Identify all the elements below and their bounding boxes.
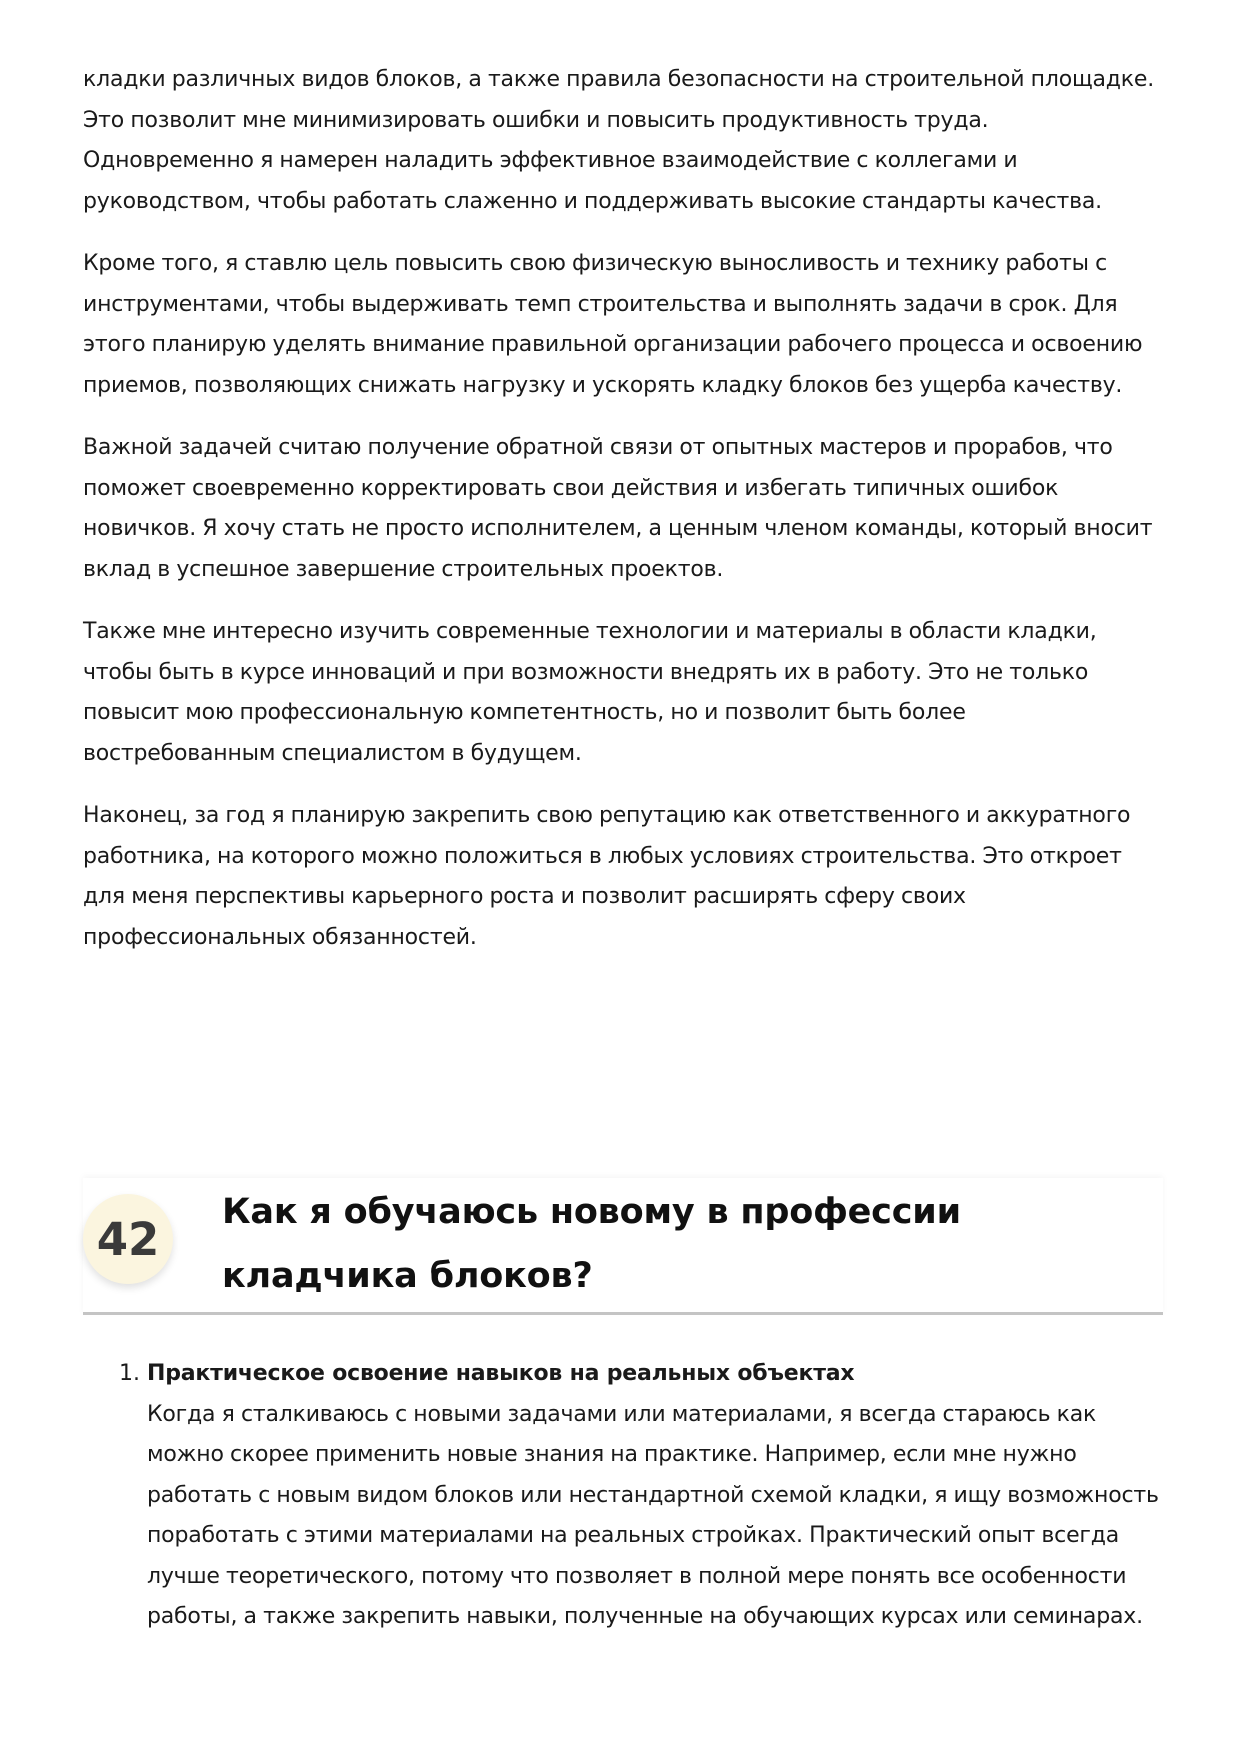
paragraph: кладки различных видов блоков, а также правила безопасности на строительной площадке. Это позволит мне минимизировать ошибки и повысить продуктивность труда. Одновременно я намерен наладить эффективное взаимодействие с коллегами и руководством, чтобы работать слаженно и поддерживать высокие стандарты качества. bbox=[83, 67, 1155, 214]
list-item-number: 1. bbox=[119, 1361, 140, 1386]
steps-list bbox=[83, 1354, 1163, 1638]
section-number-badge: 42 bbox=[83, 1194, 173, 1284]
list-item-body: Когда я сталкиваюсь с новыми задачами или материалами, я всегда стараюсь как можно скорее применить новые знания на практике. Например, если мне нужно работать с новым видом блоков или нестандартной схемой кладки, я ищу возможность поработать с этими материалами на реальных стройках. Практический опыт всегда лучше теоретического, потому что позволяет в полной мере понять все особенности работы, а также закрепить навыки, полученные на обучающих курсах или семинарах. bbox=[147, 1401, 1159, 1629]
list-item-title: Практическое освоение навыков на реальных объектах bbox=[147, 1361, 855, 1386]
paragraph: Кроме того, я ставлю цель повысить свою физическую выносливость и технику работы с инструментами, чтобы выдерживать темп строительства и выполнять задачи в срок. Для этого планирую уделять внимание правильной организации рабочего процесса и освоению приемов, позволяющих снижать нагрузку и ускорять кладку блоков без ущерба качеству. bbox=[83, 251, 1143, 398]
section-header bbox=[83, 1178, 1163, 1315]
paragraph: Наконец, за год я планирую закрепить свою репутацию как ответственного и аккуратного работника, на которого можно положиться в любых условиях строительства. Это откроет для меня перспективы карьерного роста и позволит расширять сферу своих профессиональных обязанностей. bbox=[83, 803, 1131, 950]
paragraph: Важной задачей считаю получение обратной связи от опытных мастеров и прорабов, что поможет своевременно корректировать свои действия и избегать типичных ошибок новичков. Я хочу стать не просто исполнителем, а ценным членом команды, который вносит вклад в успешное завершение строительных проектов. bbox=[83, 435, 1153, 582]
section-title: Как я обучаюсь новому в профессии кладчика блоков? bbox=[222, 1192, 961, 1296]
list-item bbox=[83, 1354, 1163, 1638]
paragraph: Также мне интересно изучить современные технологии и материалы в области кладки, чтобы быть в курсе инноваций и при возможности внедрять их в работу. Это не только повысит мою профессиональную компетентность, но и позволит быть более востребованным специалистом в будущем. bbox=[83, 619, 1097, 766]
intro-text bbox=[83, 60, 1163, 980]
